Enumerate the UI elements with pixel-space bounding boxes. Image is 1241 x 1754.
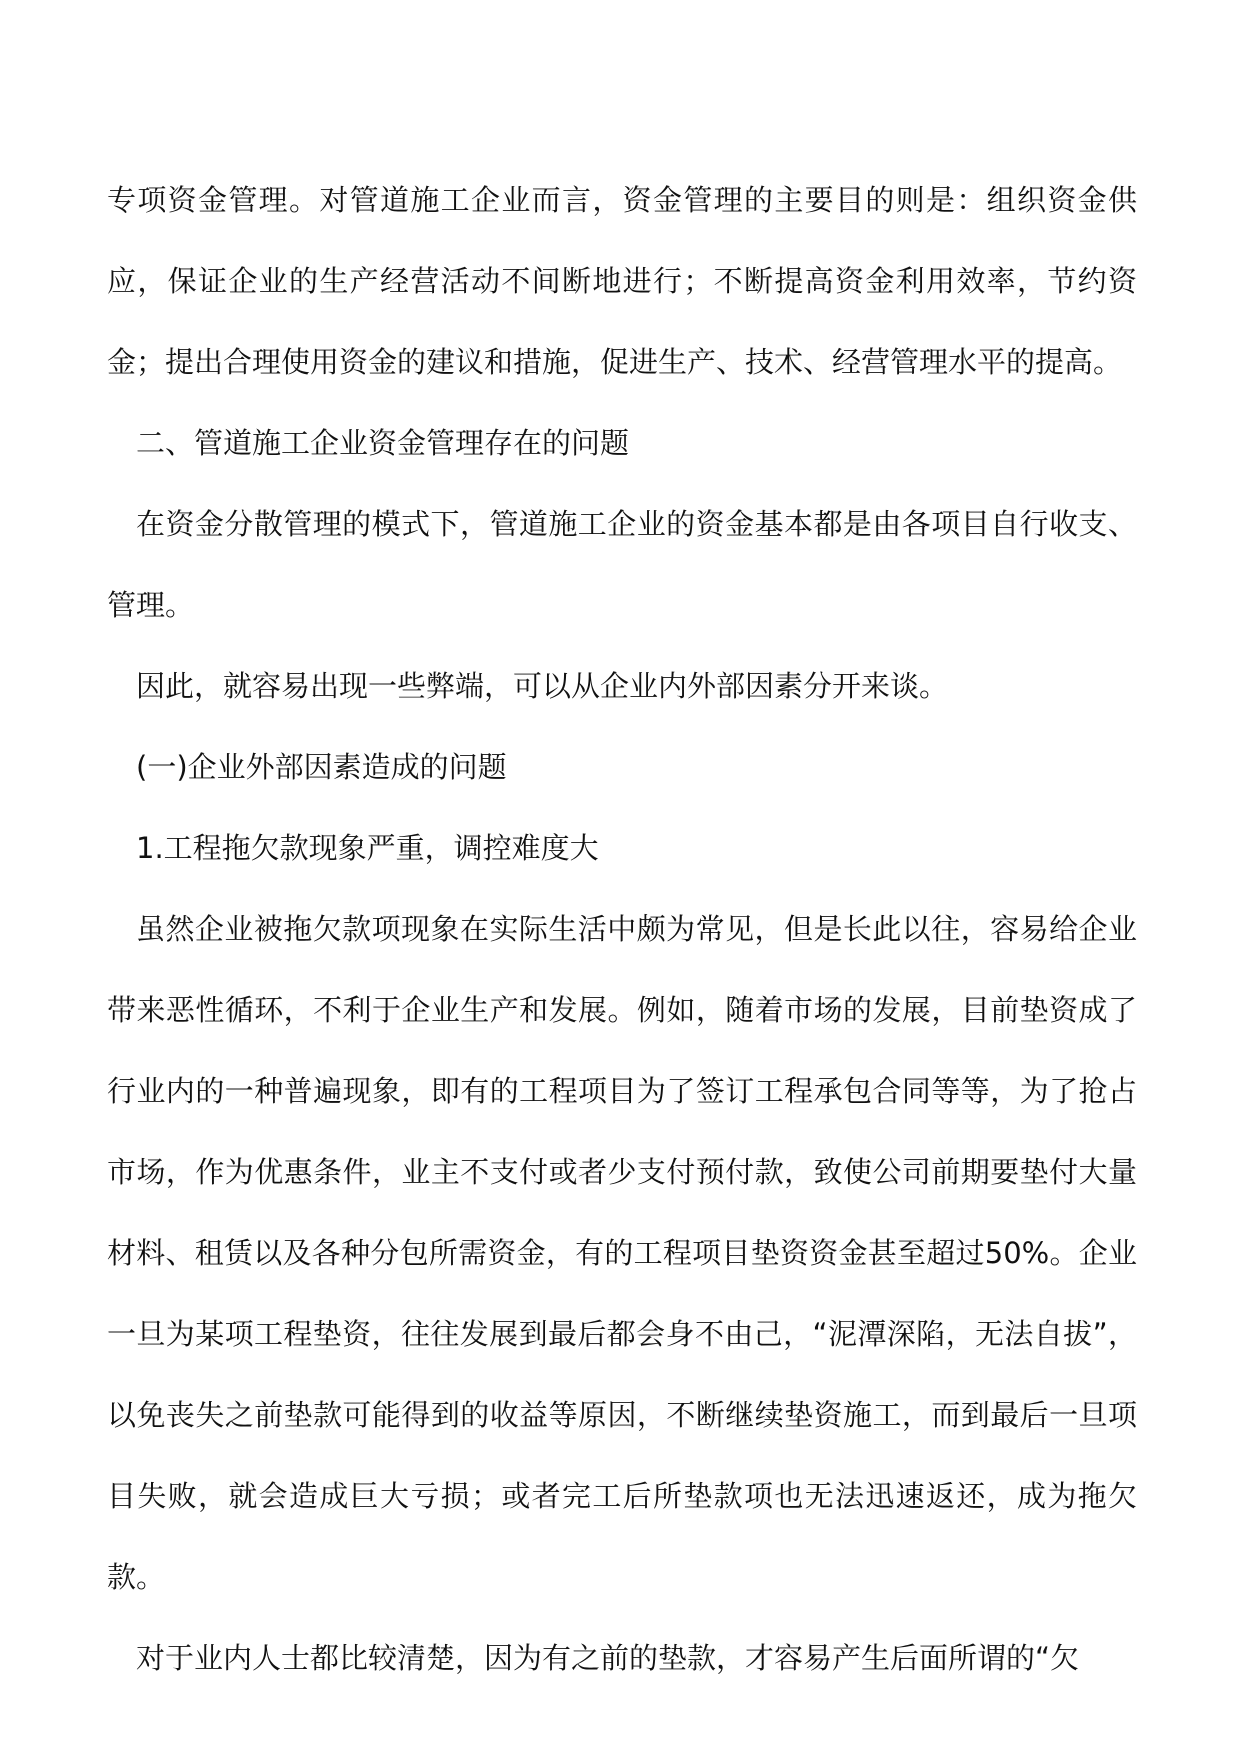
subsection-heading: (一)企业外部因素造成的问题 <box>136 750 507 784</box>
paragraph: 对于业内人士都比较清楚，因为有之前的垫款，才容易产生后面所谓的“欠 <box>136 1641 1080 1675</box>
item-heading: 1.工程拖欠款现象严重，调控难度大 <box>136 831 599 865</box>
paragraph-continuation: 专项资金管理。对管道施工企业而言，资金管理的主要目的则是：组织资金供应，保证企业的生产经营活动不间断地进行；不断提高资金利用效率，节约资金；提出合理使用资金的建议和措施，促进生产、技术、经营管理水平的提高。 <box>107 183 1137 379</box>
paragraph: 在资金分散管理的模式下，管道施工企业的资金基本都是由各项目自行收支、管理。 <box>107 507 1137 622</box>
paragraph: 虽然企业被拖欠款项现象在实际生活中颇为常见，但是长此以往，容易给企业带来恶性循环，不利于企业生产和发展。例如，随着市场的发展，目前垫资成了行业内的一种普遍现象，即有的工程项目为了签订工程承包合同等等，为了抢占市场，作为优惠条件，业主不支付或者少支付预付款，致使公司前期要垫付大量材料、租赁以及各种分包所需资金，有的工程项目垫资资金甚至超过50%。企业一旦为某项工程垫资，往往发展到最后都会身不由己，“泥潭深陷，无法自拔”，以免丧失之前垫款可能得到的收益等原因，不断继续垫资施工，而到最后一旦项目失败，就会造成巨大亏损；或者完工后所垫款项也无法迅速返还，成为拖欠款。 <box>107 912 1137 1594</box>
document-body <box>107 160 1137 1699</box>
section-heading: 二、管道施工企业资金管理存在的问题 <box>136 426 630 460</box>
paragraph: 因此，就容易出现一些弊端，可以从企业内外部因素分开来谈。 <box>136 669 949 703</box>
